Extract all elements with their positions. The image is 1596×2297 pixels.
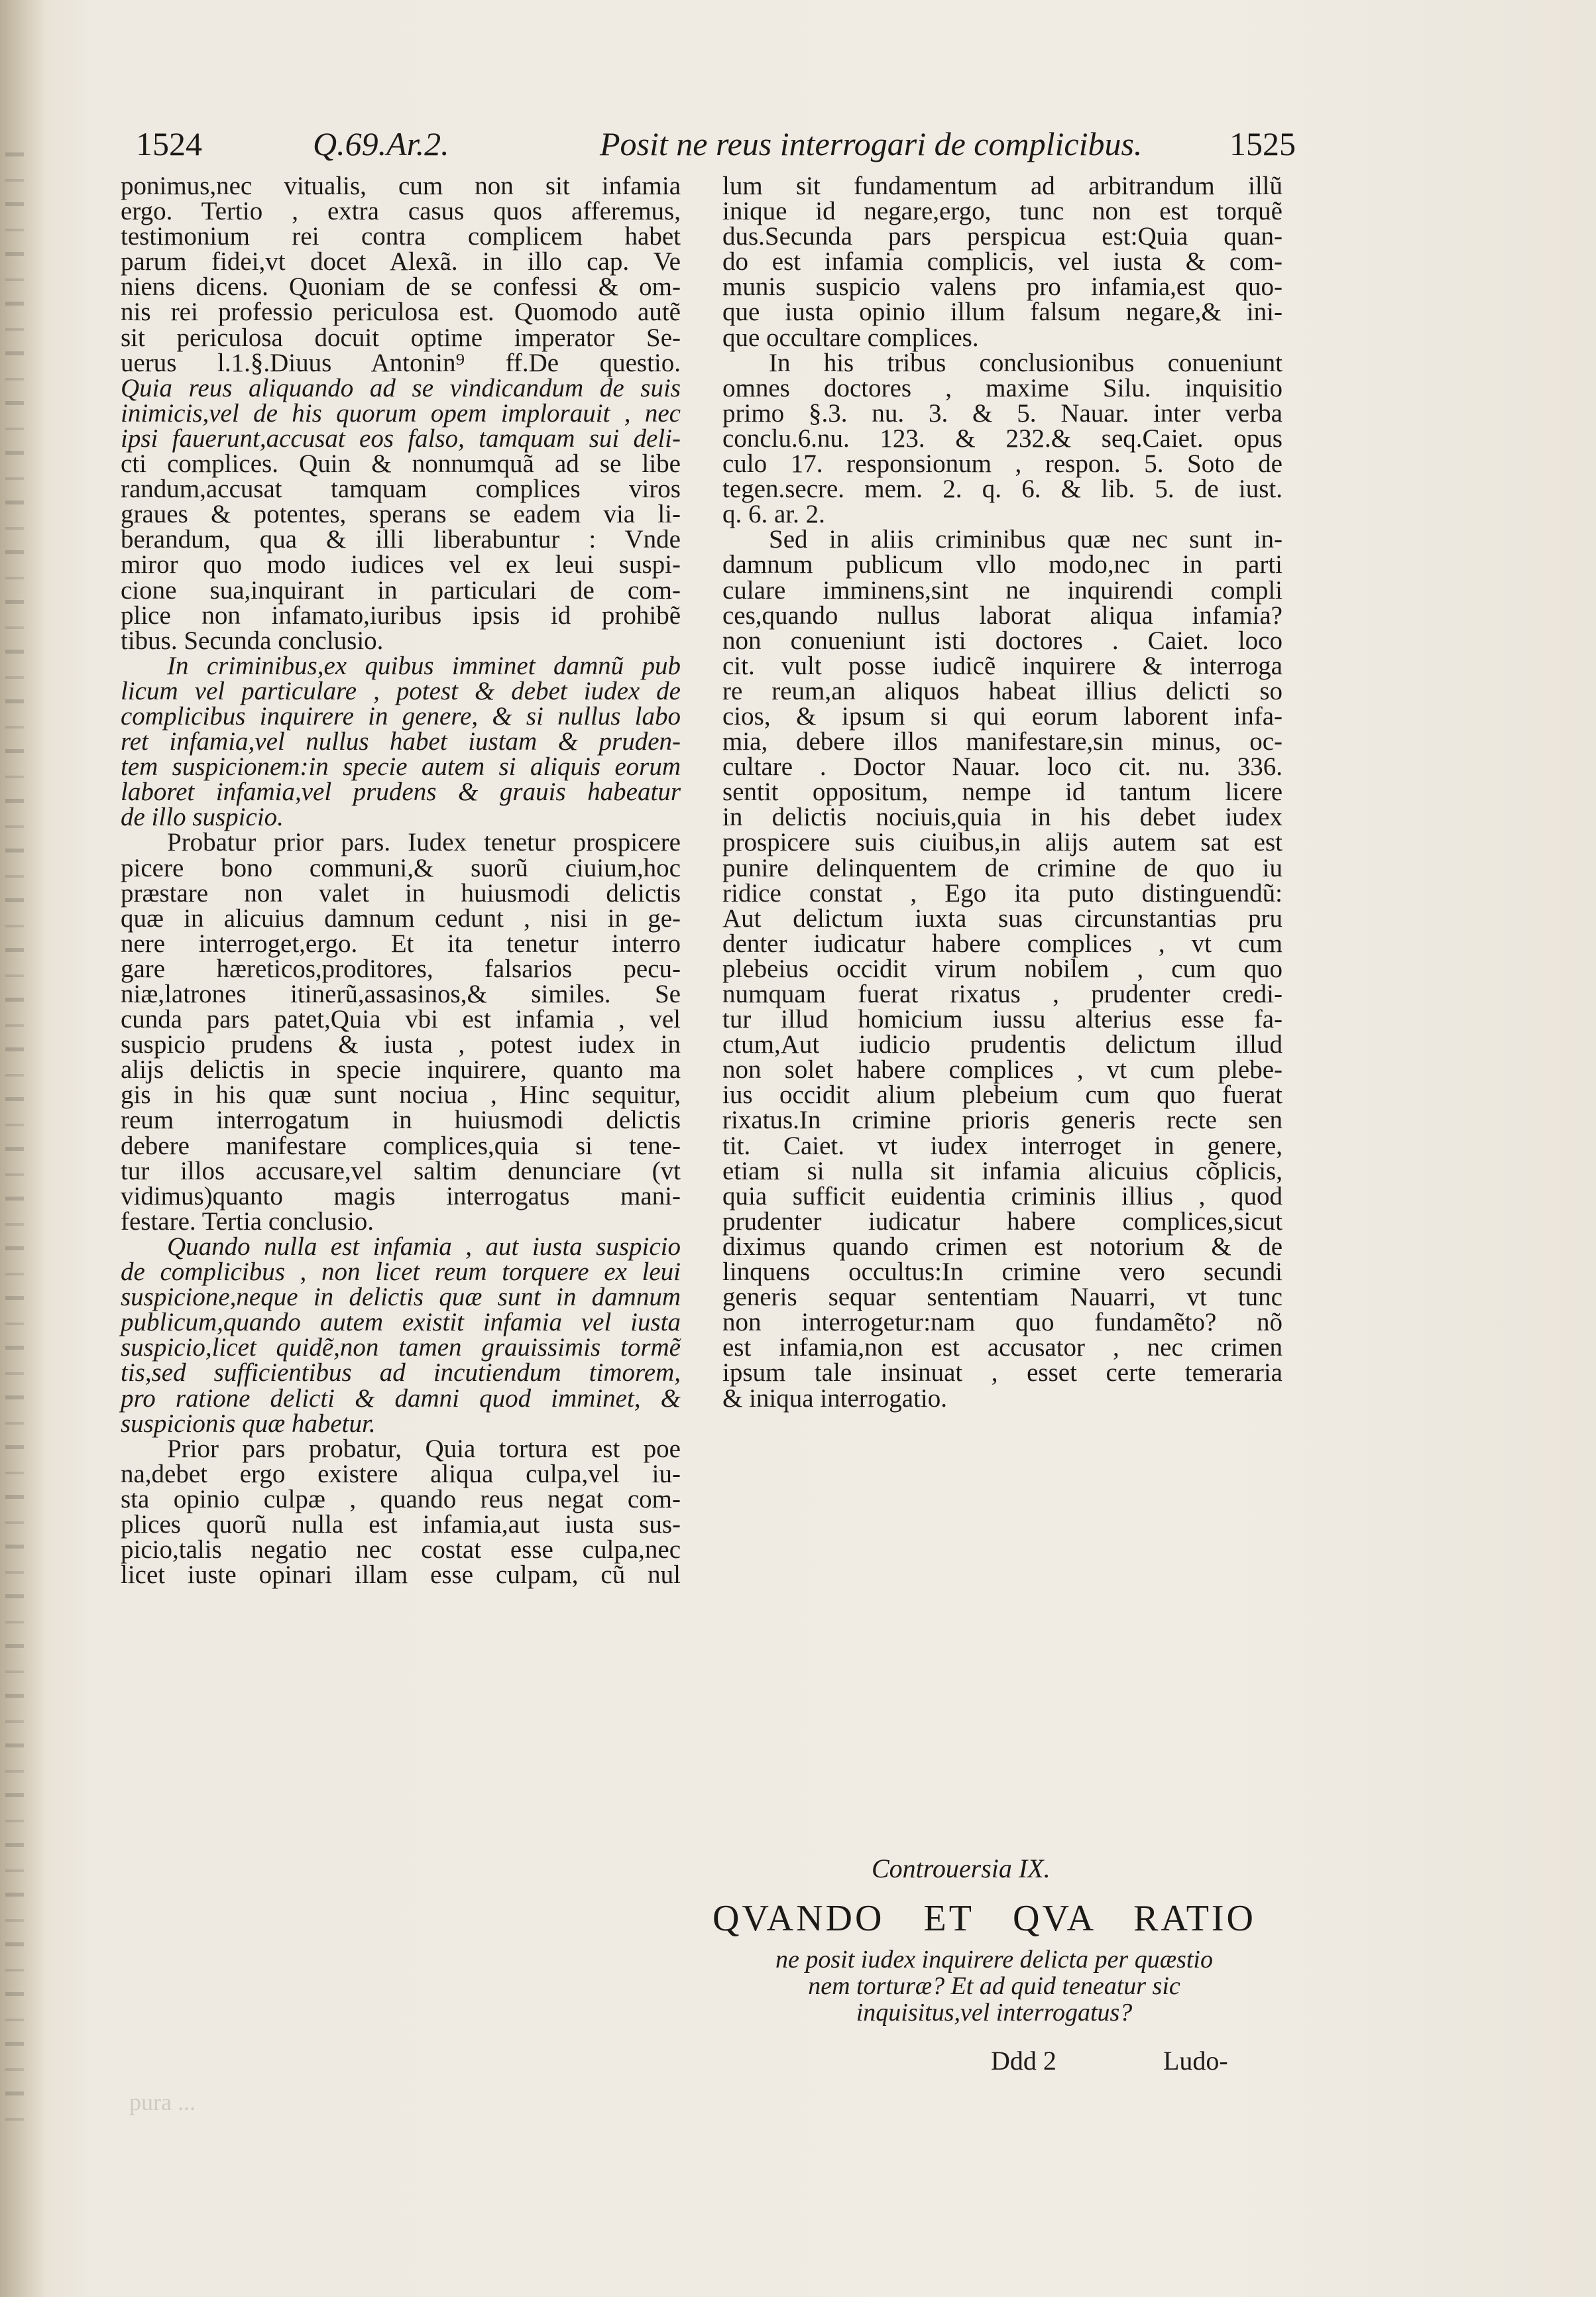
text-line: Aut delictum iuxta suas circunstantias pru [722, 904, 1282, 933]
text-line: dus.Secunda pars perspicua est:Quia quan- [722, 222, 1282, 251]
text-line: ponimus,nec vitualis, cum non sit infamia [121, 172, 681, 200]
text-line: Quando nulla est infamia , aut iusta suspicio [167, 1232, 681, 1261]
text-line: suspicio,licet quidẽ,non tamen grauissimis tormẽ [121, 1333, 681, 1362]
text-line: est infamia,non est accusator , nec crimen [722, 1333, 1282, 1362]
text-line: debere manifestare complices,quia si tene- [121, 1131, 681, 1160]
text-line: ridice constat , Ego ita puto distinguendũ: [722, 878, 1282, 908]
text-line: pro ratione delicti & damni quod imminet, & [121, 1384, 681, 1413]
text-line: In criminibus,ex quibus imminet damnũ pub [167, 651, 681, 680]
text-line: Quia reus aliquando ad se vindicandum de suis [121, 373, 681, 402]
text-line: damnum publicum vllo modo,nec in parti [722, 550, 1282, 579]
text-line: ipsi fauerunt,accusat eos falso, tamquam sui deli- [121, 424, 681, 453]
text-line: parum fidei,vt docet Alexã. in illo cap. Ve [121, 247, 681, 276]
text-line: randum,accusat tamquam complices viros [121, 475, 681, 504]
text-line: Probatur prior pars. Iudex tenetur prospicere [167, 828, 681, 857]
question-reference: Q.69.Ar.2. [313, 125, 449, 162]
text-line: tis,sed sufficientibus ad incutiendum timorem, [121, 1358, 681, 1387]
text-line: miror quo modo iudices vel ex leui suspi- [121, 550, 681, 579]
text-line: cios, & ipsum si qui eorum laborent infa- [722, 701, 1282, 731]
catchword: Ludo- [1163, 2046, 1228, 2076]
text-line: conclu.6.nu. 123. & 232.& seq.Caiet. opus [722, 424, 1282, 453]
text-line: cultare . Doctor Nauar. loco cit. nu. 336. [722, 752, 1282, 782]
text-line: tem suspicionem:in specie autem si aliquis eorum [121, 752, 681, 782]
page-number-right: 1525 [1229, 125, 1296, 162]
running-head: Posit ne reus interrogari de complicibus. [600, 125, 1143, 162]
text-line: complicibus inquirere in genere, & si nullus labo [121, 701, 681, 731]
text-line: testimonium rei contra complicem habet [121, 222, 681, 251]
text-line: inimicis,vel de his quorum opem implorauit , nec [121, 398, 681, 428]
text-line: prospicere suis ciuibus,in alijs autem sat est [722, 828, 1282, 857]
text-line: uerus l.1.§.Diuus Antonin⁹ ff.De questio. [121, 348, 681, 377]
text-line: ergo. Tertio , extra casus quos afferemus, [121, 197, 681, 226]
text-line: nere interroget,ergo. Et ita tenetur interro [121, 929, 681, 958]
text-line: plice non infamato,iuribus ipsis id prohibẽ [121, 601, 681, 630]
text-line: non interrogetur:nam quo fundamẽto? nõ [722, 1308, 1282, 1337]
section-subtitle-line: inquisitus,vel interrogatus? [856, 1999, 1133, 2027]
text-line: reum interrogatum in huiusmodi delictis [121, 1106, 681, 1135]
text-line: tit. Caiet. vt iudex interroget in genere, [722, 1131, 1282, 1160]
text-line: sta opinio culpæ , quando reus negat com- [121, 1484, 681, 1513]
text-line: prudenter iudicatur habere complices,sicut [722, 1207, 1282, 1236]
text-line: gis in his quæ sunt nociua , Hinc sequitur, [121, 1081, 681, 1110]
text-line: berandum, qua & illi liberabuntur : Vnde [121, 525, 681, 554]
text-line: & iniqua interrogatio. [722, 1384, 948, 1413]
text-line: linquens occultus:In crimine vero secundi [722, 1258, 1282, 1287]
text-line: In his tribus conclusionibus conueniunt [769, 348, 1282, 377]
text-line: q. 6. ar. 2. [722, 500, 825, 529]
text-line: do est infamia complicis, vel iusta & com- [722, 247, 1282, 276]
section-subtitle-line: nem torturæ? Et ad quid teneatur sic [808, 1972, 1180, 2000]
section-subtitle-line: ne posit iudex inquirere delicta per quæstio [775, 1946, 1213, 1973]
text-line: licet iuste opinari illam esse culpam, cũ nul [121, 1561, 681, 1590]
text-line: tur illos accusare,vel saltim denunciare (vt [121, 1156, 681, 1185]
text-line: ctum,Aut iudicio prudentis delictum illud [722, 1030, 1282, 1059]
signature-mark: Ddd 2 [991, 2046, 1056, 2076]
text-line: tegen.secre. mem. 2. q. 6. & lib. 5. de iust. [722, 475, 1282, 504]
text-line: munis suspicio valens pro infamia,est quo- [722, 272, 1282, 302]
text-line: Prior pars probatur, Quia tortura est poe [167, 1434, 681, 1463]
text-line: cunda pars patet,Quia vbi est infamia , vel [121, 1005, 681, 1034]
text-line: suspicionis quæ habetur. [121, 1409, 376, 1438]
text-line: omnes doctores , maxime Silu. inquisitio [722, 373, 1282, 402]
text-line: Sed in aliis criminibus quæ nec sunt in- [769, 525, 1282, 554]
text-line: de illo suspicio. [121, 803, 284, 832]
text-line: vidimus)quanto magis interrogatus mani- [121, 1181, 681, 1210]
text-line: licum vel particulare , potest & debet iudex de [121, 676, 681, 705]
text-line: ret infamia,vel nullus habet iustam & pruden- [121, 727, 681, 756]
text-line: quæ in alicuius damnum cedunt , nisi in ge- [121, 904, 681, 933]
text-line: plices quorũ nulla est infamia,aut iusta sus- [121, 1509, 681, 1539]
text-line: re reum,an aliquos habeat illius delicti so [722, 676, 1282, 705]
text-line: graues & potentes, sperans se eadem via li- [121, 500, 681, 529]
text-line: gare hæreticos,proditores, falsarios pecu- [121, 954, 681, 983]
text-line: plebeius occidit virum nobilem , cum quo [722, 954, 1282, 983]
text-line: picere bono communi,& suorũ ciuium,hoc [121, 853, 681, 882]
text-line: que iusta opinio illum falsum negare,& ini- [722, 298, 1282, 327]
text-line: suspicio prudens & iusta , potest iudex in [121, 1030, 681, 1059]
text-line: niens dicens. Quoniam de se confessi & om- [121, 272, 681, 302]
text-line: de complicibus , non licet reum torquere ex leui [121, 1258, 681, 1287]
text-line: tur illud homicium iussu alterius esse fa- [722, 1005, 1282, 1034]
text-line: culare imminens,sint ne inquirendi compli [722, 575, 1282, 605]
text-line: mia, debere illos manifestare,sin minus, oc- [722, 727, 1282, 756]
text-line: quia sufficit euidentia criminis illius , quod [722, 1181, 1282, 1210]
left-text-column [121, 174, 681, 1588]
text-line: non solet habere complices , vt cum plebe- [722, 1055, 1282, 1085]
text-line: sentit oppositum, nempe id tantum licere [722, 778, 1282, 807]
text-line: lum sit fundamentum ad arbitrandum illũ [722, 172, 1282, 200]
text-line: præstare non valet in huiusmodi delictis [121, 878, 681, 908]
text-line: cione sua,inquirant in particulari de com- [121, 575, 681, 605]
text-line: festare. Tertia conclusio. [121, 1207, 374, 1236]
right-text-column [722, 174, 1282, 1411]
text-line: cti complices. Quin & nonnumquã ad se libe [121, 449, 681, 479]
text-line: rixatus.In crimine prioris generis recte sen [722, 1106, 1282, 1135]
text-line: diximus quando crimen est notorium & de [722, 1232, 1282, 1261]
text-line: primo §.3. nu. 3. & 5. Nauar. inter verba [722, 398, 1282, 428]
text-line: ius occidit alium plebeium cum quo fuerat [722, 1081, 1282, 1110]
text-line: etiam si nulla sit infamia alicuius cõplicis, [722, 1156, 1282, 1185]
text-line: numquam fuerat rixatus , prudenter credi- [722, 980, 1282, 1008]
page-header [0, 125, 1596, 178]
text-line: non conueniunt isti doctores . Caiet. loco [722, 626, 1282, 655]
section-title: QVANDO ET QVA RATIO [712, 1898, 1256, 1939]
bleedthrough-text: pura ... [129, 2089, 196, 2115]
controversy-label: Controuersia IX. [872, 1854, 1051, 1883]
text-line: punire delinquentem de crimine de quo iu [722, 853, 1282, 882]
text-line: in delictis nociuis,quia in his debet iudex [722, 803, 1282, 832]
text-line: denter iudicatur habere complices , vt cum [722, 929, 1282, 958]
text-line: ces,quando nullus laborat aliqua infamia? [722, 601, 1282, 630]
text-line: alijs delictis in specie inquirere, quanto ma [121, 1055, 681, 1085]
text-line: inique id negare,ergo, tunc non est torquẽ [722, 197, 1282, 226]
text-line: ipsum tale insinuat , esset certe temeraria [722, 1358, 1282, 1387]
text-line: publicum,quando autem existit infamia vel iusta [121, 1308, 681, 1337]
text-line: picio,talis negatio nec costat esse culpa,nec [121, 1535, 681, 1564]
facing-page-edge [5, 152, 24, 2141]
text-line: que occultare complices. [722, 323, 979, 352]
text-line: tibus. Secunda conclusio. [121, 626, 384, 655]
page-number-left: 1524 [136, 125, 202, 162]
text-line: nis rei professio periculosa est. Quomodo autẽ [121, 298, 681, 327]
text-line: culo 17. responsionum , respon. 5. Soto de [722, 449, 1282, 479]
text-line: na,debet ergo existere aliqua culpa,vel iu- [121, 1459, 681, 1488]
text-line: cit. vult posse iudicẽ inquirere & interroga [722, 651, 1282, 680]
text-line: laboret infamia,vel prudens & grauis habeatur [121, 778, 681, 807]
text-line: generis sequar sententiam Nauarri, vt tunc [722, 1283, 1282, 1312]
text-line: niæ,latrones itinerũ,assasinos,& similes. Se [121, 980, 681, 1008]
text-line: suspicione,neque in delictis quæ sunt in damnum [121, 1283, 681, 1312]
text-line: sit periculosa docuit optime imperator Se- [121, 323, 681, 352]
